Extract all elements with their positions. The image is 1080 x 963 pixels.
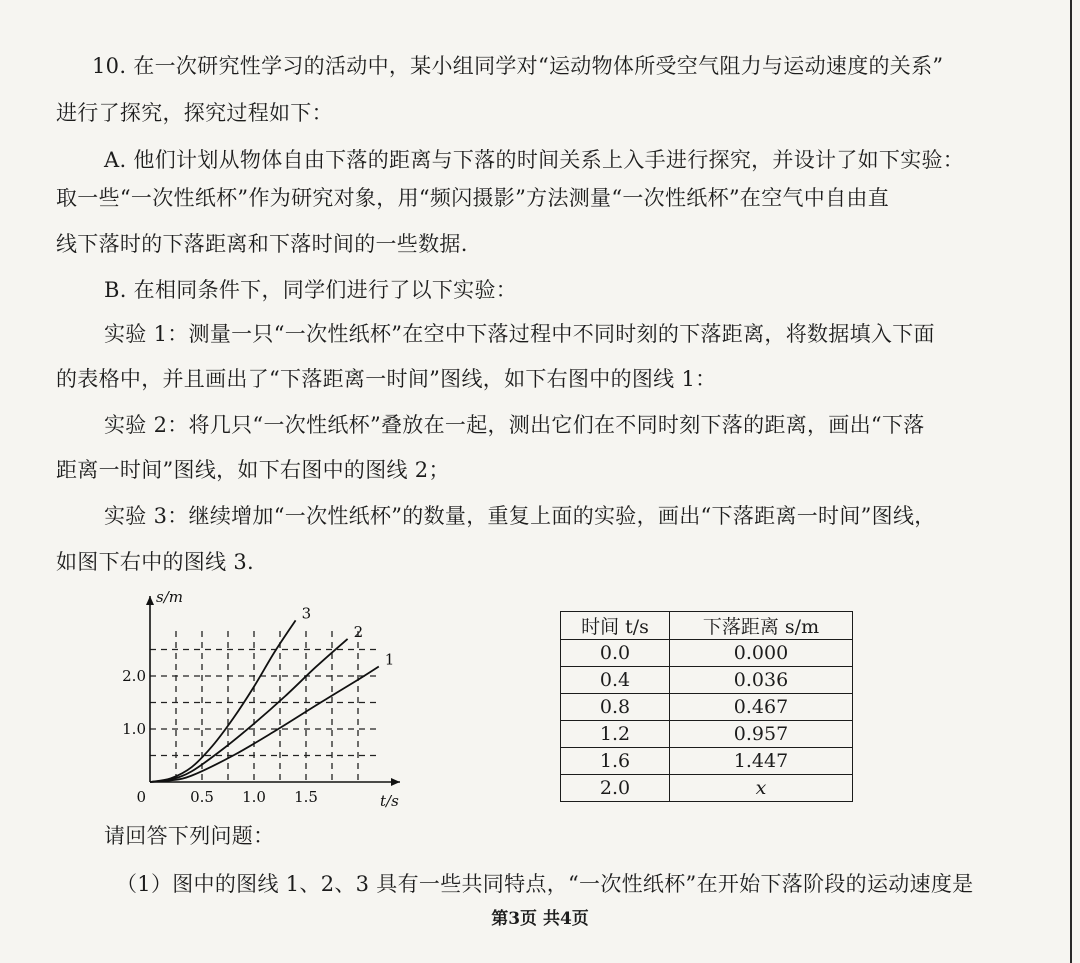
table-header-time: 时间 t/s [561, 612, 670, 640]
x-tick-label: 1.0 [242, 788, 266, 806]
table-cell-time: 0.4 [561, 667, 670, 694]
question-line-10: 距离一时间”图线，如下右图中的图线 2； [56, 458, 450, 482]
series-line-1 [150, 666, 379, 782]
page-footer: 第3页 共4页 [491, 909, 589, 929]
y-axis-arrow [146, 596, 154, 605]
y-tick-label: 1.0 [122, 720, 146, 738]
table-cell-time: 1.2 [561, 721, 670, 748]
table-row [561, 640, 853, 667]
question-line-1: 10. 在一次研究性学习的活动中，某小组同学对“运动物体所受空气阻力与运动速度的关系” [92, 54, 944, 78]
y-tick-label: 2.0 [122, 667, 146, 685]
table-cell-time: 2.0 [561, 775, 670, 802]
table-row [561, 748, 853, 775]
x-tick-label: 0.5 [190, 788, 214, 806]
distance-time-chart [118, 584, 418, 812]
series-label-3: 3 [301, 604, 312, 623]
chart-series [150, 620, 379, 782]
question-line-14: （1）图中的图线 1、2、3 具有一些共同特点，“一次性纸杯”在开始下落阶段的运动速度是 [116, 872, 974, 896]
question-line-13: 请回答下列问题： [104, 824, 275, 848]
question-line-6: B. 在相同条件下，同学们进行了以下实验： [104, 278, 518, 302]
question-line-9: 实验 2：将几只“一次性纸杯”叠放在一起，测出它们在不同时刻下落的距离，画出“下落 [104, 413, 925, 437]
origin-label: 0 [136, 788, 146, 806]
table-cell-distance: 0.467 [670, 694, 853, 721]
question-line-5: 线下落时的下落距离和下落时间的一些数据. [56, 232, 468, 256]
question-line-12: 如图下右中的图线 3. [56, 550, 255, 574]
question-line-2: 进行了探究，探究过程如下： [56, 101, 333, 125]
question-line-7: 实验 1：测量一只“一次性纸杯”在空中下落过程中不同时刻的下落距离，将数据填入下面 [104, 322, 935, 346]
table-cell-distance: 0.957 [670, 721, 853, 748]
data-table [560, 611, 853, 802]
page-edge-line [1070, 0, 1072, 963]
question-line-4: 取一些“一次性纸杯”作为研究对象，用“频闪摄影”方法测量“一次性纸杯”在空气中自由直 [56, 186, 890, 210]
chart-grid [150, 631, 379, 782]
series-line-3 [150, 620, 296, 782]
x-axis-arrow [391, 778, 400, 786]
question-line-3: A. 他们计划从物体自由下落的距离与下落的时间关系上入手进行探究，并设计了如下实验： [104, 148, 965, 172]
table-cell-distance: 0.000 [670, 640, 853, 667]
y-axis-label: s/m [156, 588, 183, 606]
table-cell-time: 0.8 [561, 694, 670, 721]
table-row [561, 775, 853, 802]
table-cell-time: 0.0 [561, 640, 670, 667]
series-line-2 [150, 639, 348, 782]
series-label-2: 2 [353, 622, 364, 641]
table-row [561, 721, 853, 748]
table-header-distance: 下落距离 s/m [670, 612, 853, 640]
table-cell-time: 1.6 [561, 748, 670, 775]
question-line-8: 的表格中，并且画出了“下落距离一时间”图线，如下右图中的图线 1： [56, 367, 717, 391]
table-cell-distance: 1.447 [670, 748, 853, 775]
table-row [561, 694, 853, 721]
table-row [561, 667, 853, 694]
question-line-11: 实验 3：继续增加“一次性纸杯”的数量，重复上面的实验，画出“下落距离一时间”图线， [104, 504, 936, 528]
table-cell-distance-unknown: x [670, 775, 853, 802]
x-axis-label: t/s [380, 792, 399, 810]
table-cell-distance: 0.036 [670, 667, 853, 694]
series-label-1: 1 [384, 650, 395, 669]
x-tick-label: 1.5 [294, 788, 318, 806]
table-header-row [561, 612, 853, 640]
